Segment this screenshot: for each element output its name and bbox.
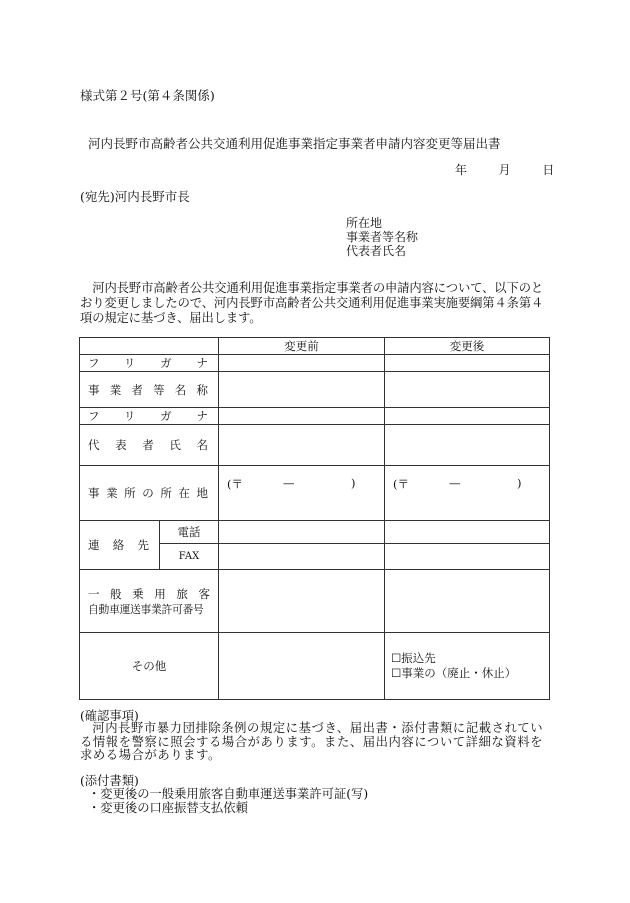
applicant-address-label: 所在地 [346,216,383,230]
representative-label: 代表者氏名 [80,425,219,466]
contact-label: 連絡先 [80,521,160,570]
option-bank-transfer[interactable]: ☐振込先 [391,651,436,665]
furigana-label-2: フリガナ [80,408,219,425]
intro-paragraph: 河内長野市高齢者公共交通利用促進事業指定事業者の申請内容について、以下のとおり変更しましたので、河内長野市高齢者公共交通利用促進事業実施要綱第４条第４項の規定に基づき、届出します。 [80,281,544,325]
recipient: (宛先)河内長野市長 [80,189,190,204]
table-row [80,408,550,425]
furigana-after-1[interactable] [385,355,550,372]
postal-dash-before: — [283,476,295,490]
date-line [455,163,554,177]
postal-close-before: ) [351,476,356,490]
date-day-label: 日 [542,163,555,177]
fax-before[interactable] [219,544,385,570]
header-blank [80,338,219,355]
postal-open-after: (〒 [393,477,409,491]
permit-number-before[interactable] [219,570,385,633]
business-name-after[interactable] [385,372,550,408]
furigana-before-1[interactable] [219,355,385,372]
header-after: 変更後 [385,338,550,355]
table-row [80,633,550,700]
other-after [385,633,550,700]
business-name-before[interactable] [219,372,385,408]
permit-label-line1: 一般乗用旅客 [88,586,210,601]
form-number: 様式第２号(第４条関係) [80,88,215,103]
permit-label-line2: 自動車運送事業許可番号 [88,602,204,616]
table-row [80,355,550,372]
phone-before[interactable] [219,521,385,544]
table-header-row [80,338,550,355]
table-row [80,521,550,544]
table-row [80,570,550,633]
change-table [79,337,550,700]
phone-after[interactable] [385,521,550,544]
table-row [80,466,550,521]
confirmation-body: 河内長野市暴力団排除条例の規定に基づき、届出書・添付書類に記載されている情報を警察に照会する場合があります。また、届出内容について詳細な資料を求める場合があります。 [80,721,544,762]
date-month-label: 月 [498,163,511,177]
furigana-after-2[interactable] [385,408,550,425]
postal-open-before: (〒 [227,477,243,491]
office-address-label: 事業所の所在地 [80,466,219,521]
office-address-before[interactable] [219,466,385,521]
furigana-label-1: フリガナ [80,355,219,372]
attachment-item: ・変更後の口座振替支払依頼 [88,801,248,815]
attachments-heading: (添付書類) [80,774,139,788]
furigana-before-2[interactable] [219,408,385,425]
header-before: 変更前 [219,338,385,355]
applicant-business-name-label: 事業者等名称 [346,230,419,244]
attachment-item: ・変更後の一般乗用旅客自動車運送事業許可証(写) [88,787,369,801]
other-label: その他 [80,633,219,700]
document-title: 河内長野市高齢者公共交通利用促進事業指定事業者申請内容変更等届出書 [88,136,501,151]
business-name-label: 事業者等名称 [80,372,219,408]
date-year-label: 年 [455,163,468,177]
applicant-representative-label: 代表者氏名 [346,244,407,258]
other-before[interactable] [219,633,385,700]
confirmation-heading: (確認事項) [80,709,139,723]
representative-before[interactable] [219,425,385,466]
phone-label: 電話 [160,521,219,544]
permit-number-after[interactable] [385,570,550,633]
table-row [80,372,550,408]
postal-close-after: ) [517,476,522,490]
office-address-after[interactable] [385,466,550,521]
representative-after[interactable] [385,425,550,466]
postal-dash-after: — [449,476,461,490]
table-row [80,425,550,466]
option-business-discontinue[interactable]: ☐事業の（廃止・休止） [391,666,517,680]
fax-label: FAX [160,544,219,570]
permit-number-label [80,570,219,633]
fax-after[interactable] [385,544,550,570]
